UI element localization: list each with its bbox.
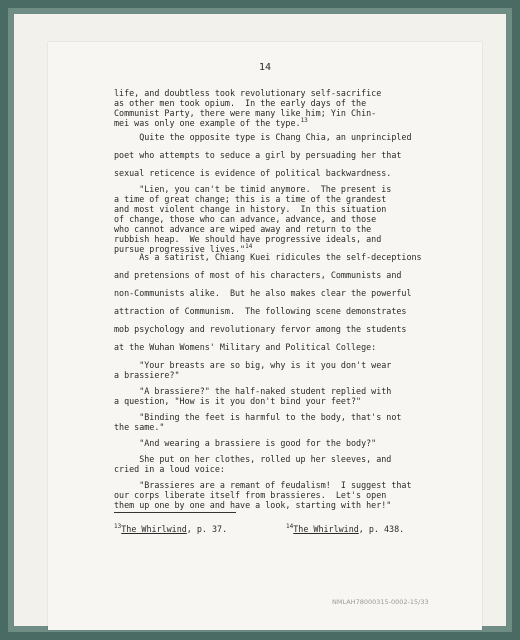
text-line: who cannot advance are wiped away and return to the bbox=[114, 224, 372, 234]
text-line: "Lien, you can't be timid anymore. The present is bbox=[114, 184, 392, 194]
footnote-13-title: The Whirlwind bbox=[121, 524, 187, 534]
quote-lien bbox=[114, 184, 448, 254]
text-line: As a satirist, Chiang Kuei ridicules the self-deceptions bbox=[114, 252, 422, 262]
dialogue-3 bbox=[114, 412, 448, 432]
footnote-13 bbox=[114, 524, 227, 534]
text-line: attraction of Communism. The following scene demonstrates bbox=[114, 306, 407, 316]
dialogue-4 bbox=[114, 438, 448, 448]
text-line: "Brassieres are a remant of feudalism! I suggest that bbox=[114, 480, 412, 490]
dialogue-1 bbox=[114, 360, 448, 380]
text-line: "A brassiere?" the half-naked student replied with bbox=[114, 386, 392, 396]
text-line: non-Communists alike. But he also makes clear the powerful bbox=[114, 288, 412, 298]
text-line: of change, those who can advance, advance, and those bbox=[114, 214, 377, 224]
footnote-marker: 14 bbox=[245, 243, 253, 251]
footnote-marker: 13 bbox=[300, 117, 308, 125]
document-frame bbox=[8, 8, 512, 632]
text-line: a brassiere?" bbox=[114, 370, 180, 380]
archive-stamp: NMLAH78000315-0002-15/33 bbox=[332, 598, 429, 606]
text-line: mob psychology and revolutionary fervor among the students bbox=[114, 324, 407, 334]
text-line: and most violent change in history. In this situation bbox=[114, 204, 387, 214]
paragraph-satirist bbox=[114, 248, 448, 356]
footnote-14 bbox=[286, 524, 404, 534]
text-line: a question, "How is it you don't bind your feet?" bbox=[114, 396, 362, 406]
footnote-rule bbox=[114, 512, 236, 513]
text-line: rubbish heap. We should have progressive ideals, and bbox=[114, 234, 382, 244]
footnote-14-title: The Whirlwind bbox=[293, 524, 359, 534]
text-line: sexual reticence is evidence of political backwardness. bbox=[114, 168, 392, 178]
text-line: the same." bbox=[114, 422, 165, 432]
text-line: at the Wuhan Womens' Military and Political College: bbox=[114, 342, 377, 352]
footnote-13-number: 13 bbox=[114, 523, 122, 531]
text-line: them up one by one and have a look, starting with her!" bbox=[114, 500, 392, 510]
text-line: and pretensions of most of his characters, Communists and bbox=[114, 270, 402, 280]
dialogue-2 bbox=[114, 386, 448, 406]
text-line: mei was only one example of the type.$^{13}$ bbox=[114, 117, 308, 128]
paragraph-1 bbox=[114, 88, 448, 128]
text-line: Quite the opposite type is Chang Chia, an unprincipled bbox=[114, 132, 412, 142]
footnote-14-page: , p. 438. bbox=[358, 524, 405, 534]
text-line: our corps liberate itself from brassieres. Let's open bbox=[114, 490, 387, 500]
text-line: She put on her clothes, rolled up her sleeves, and bbox=[114, 454, 392, 464]
dialogue-5 bbox=[114, 454, 448, 474]
text-line: "Your breasts are so big, why is it you don't wear bbox=[114, 360, 392, 370]
paragraph-2 bbox=[114, 128, 448, 182]
document-page bbox=[48, 42, 482, 630]
text-line: pursue progressive lives."$^{14}$ bbox=[114, 243, 253, 254]
text-line: "Binding the feet is harmful to the body, that's not bbox=[114, 412, 402, 422]
page-number: 14 bbox=[258, 62, 272, 73]
text-line: Communist Party, there were many like him; Yin Chin- bbox=[114, 108, 377, 118]
dialogue-6 bbox=[114, 480, 448, 510]
text-line: cried in a loud voice: bbox=[114, 464, 225, 474]
footnote-13-page: , p. 37. bbox=[186, 524, 228, 534]
text-line: a time of great change; this is a time of the grandest bbox=[114, 194, 387, 204]
footnote-14-number: 14 bbox=[286, 523, 294, 531]
mat-board bbox=[14, 14, 506, 626]
text-line: poet who attempts to seduce a girl by persuading her that bbox=[114, 150, 402, 160]
text-line: life, and doubtless took revolutionary self-sacrifice bbox=[114, 88, 382, 98]
text-line: as other men took opium. In the early days of the bbox=[114, 98, 367, 108]
text-line: "And wearing a brassiere is good for the body?" bbox=[114, 438, 377, 448]
